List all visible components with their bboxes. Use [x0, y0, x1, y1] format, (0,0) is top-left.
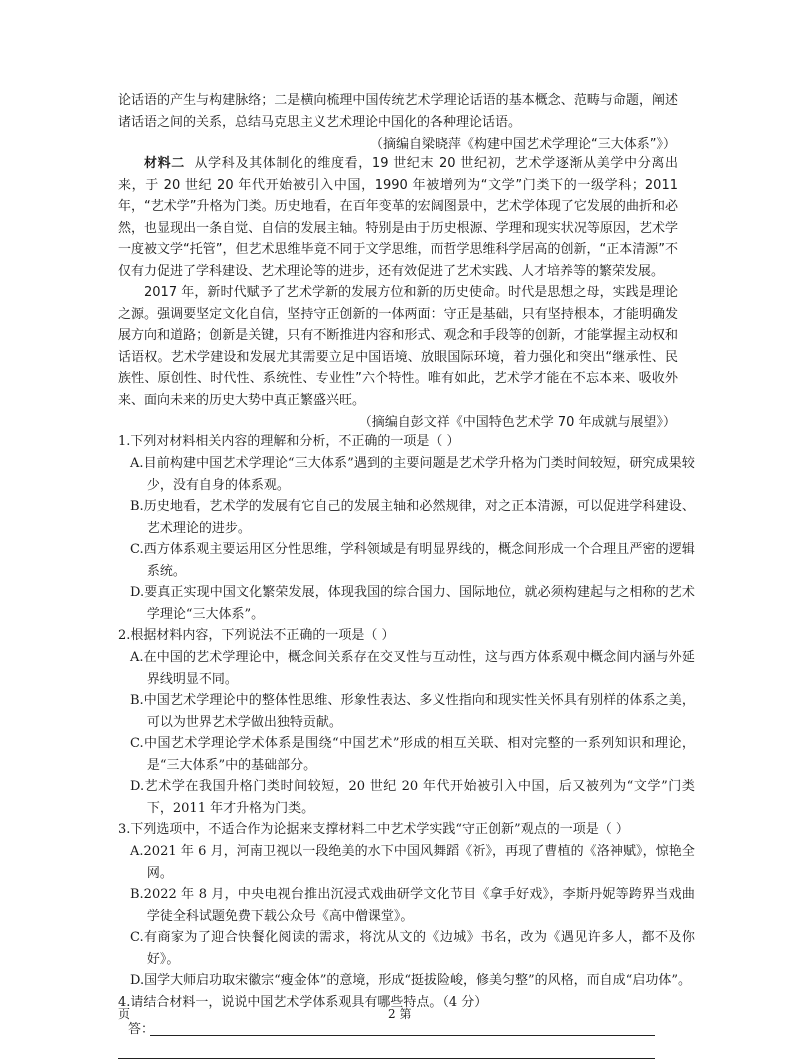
- question-2-option-a: A.在中国的艺术学理论中，概念间关系存在交叉性与互动性，这与西方体系观中概念间内涵与外延界线明显不同。: [130, 650, 695, 687]
- question-3-option-b: B.2022 年 8 月，中央电视台推出沉浸式戏曲研学文化节目《拿手好戏》，李斯丹妮等跨界当戏曲学徒全科试题免费下载公众号《高中僧课堂》。: [130, 887, 695, 924]
- question-2-option-c: C.中国艺术学理论学术体系是围绕“中国艺术”形成的相互关联、相对完整的一系列知识和理论，是“三大体系”中的基础部分。: [130, 736, 695, 773]
- question-3-option-d: D.国学大师启功取宋徽宗“瘦金体”的意境，形成“挺拔险峻，修美匀整”的风格，而自成“启功体”。: [130, 973, 691, 988]
- question-1-option-b: B.历史地看，艺术学的发展有它自己的发展主轴和必然规律，对之正本清源，可以促进学科建设、艺术理论的进步。: [130, 499, 695, 536]
- material1-tail: 论话语的产生与构建脉络；二是横向梳理中国传统艺术学理论话语的基本概念、范畴与命题，阐述诸话语之间的关系，总结马克思主义艺术理论中国化的各种理论话语。: [118, 93, 678, 130]
- question-3-option-c: C.有商家为了迎合快餐化阅读的需求，将沈从文的《边城》书名，改为《遇见许多人，都不及你好》。: [130, 930, 695, 967]
- source-1: （摘编自梁晓萍《构建中国艺术学理论“三大体系”》）: [370, 137, 676, 152]
- question-1-option-c: C.西方体系观主要运用区分性思维，学科领域是有明显界线的，概念间形成一个合理且严密的逻辑系统。: [130, 542, 695, 579]
- question-3-stem: 3.下列选项中，不适合作为论据来支撑材料二中艺术学实践“守正创新”观点的一项是（ ）: [118, 822, 629, 837]
- question-3-option-a: A.2021 年 6 月，河南卫视以一段绝美的水下中国风舞蹈《祈》，再现了曹植的《洛神赋》，惊艳全网。: [130, 844, 695, 881]
- material2-p1-text: 从学科及其体制化的维度看，19 世纪末 20 世纪初，艺术学逐渐从美学中分离出来，于 20 世纪 20 年代开始被引入中国，1990 年被增列为“文学”门类下的一级学科；2011 年，“艺术学”升格为门类。历史地看，在百年变革的宏阔图景中，艺术学体现了它发展的曲折和必然，也显现出一条自觉、自信的发展主轴。特别是由于历史根源、学理和现实状况等原因，艺术学一度被文学“托管”，但艺术思维毕竟不同于文学思维，而哲学思维科学居高的创新，“正本清源”不仅有力促进了学科建设、艺术理论等的进步，还有效促进了艺术实践、人才培养等的繁荣发展。: [118, 156, 678, 279]
- footer-page-number: 2 第: [388, 1007, 412, 1021]
- source-2: （摘编自彭文祥《中国特色艺术学 70 年成就与展望》）: [358, 415, 676, 430]
- question-1-stem: 1.下列对材料相关内容的理解和分析，不正确的一项是（ ）: [118, 434, 460, 449]
- question-2-option-d: D.艺术学在我国升格门类时间较短，20 世纪 20 年代开始被引入中国，后又被列为“文学”门类下，2011 年才升格为门类。: [130, 779, 695, 816]
- material2-tag: 材料二: [144, 156, 185, 171]
- answer-label: 答：: [128, 1022, 155, 1037]
- footer-left: 页: [118, 1007, 131, 1021]
- question-2-stem: 2.根据材料内容，下列说法不正确的一项是（ ）: [118, 628, 395, 643]
- question-4-stem: 4.请结合材料一，说说中国艺术学体系观具有哪些特点。（4 分）: [118, 995, 488, 1010]
- question-1-option-a: A.目前构建中国艺术学理论“三大体系”遇到的主要问题是艺术学升格为门类时间较短，研究成果较少，没有自身的体系观。: [130, 456, 695, 493]
- material2-paragraph-1: [118, 153, 678, 282]
- answer-line-1[interactable]: [150, 1035, 655, 1036]
- question-2-option-b: B.中国艺术学理论中的整体性思维、形象性表达、多义性指向和现实性关怀具有别样的体系之美，可以为世界艺术学做出独特贡献。: [130, 693, 695, 730]
- material2-paragraph-2: 2017 年，新时代赋予了艺术学新的发展方位和新的历史使命。时代是思想之母，实践是理论之源。强调要坚定文化自信，坚持守正创新的一体两面：守正是基础，只有坚持根本，才能明确发展方向和道路；创新是关键，只有不断推进内容和形式、观念和手段等的创新，才能掌握主动权和话语权。艺术学建设和发展尤其需要立足中国语境、放眼国际环境，着力强化和突出“继承性、民族性、原创性、时代性、系统性、专业性”六个特性。唯有如此，艺术学才能在不忘本来、吸收外来、面向未来的历史大势中真正繁盛兴旺。: [118, 285, 678, 408]
- question-1-option-d: D.要真正实现中国文化繁荣发展，体现我国的综合国力、国际地位，就必须构建起与之相称的艺术学理论“三大体系”。: [130, 585, 695, 622]
